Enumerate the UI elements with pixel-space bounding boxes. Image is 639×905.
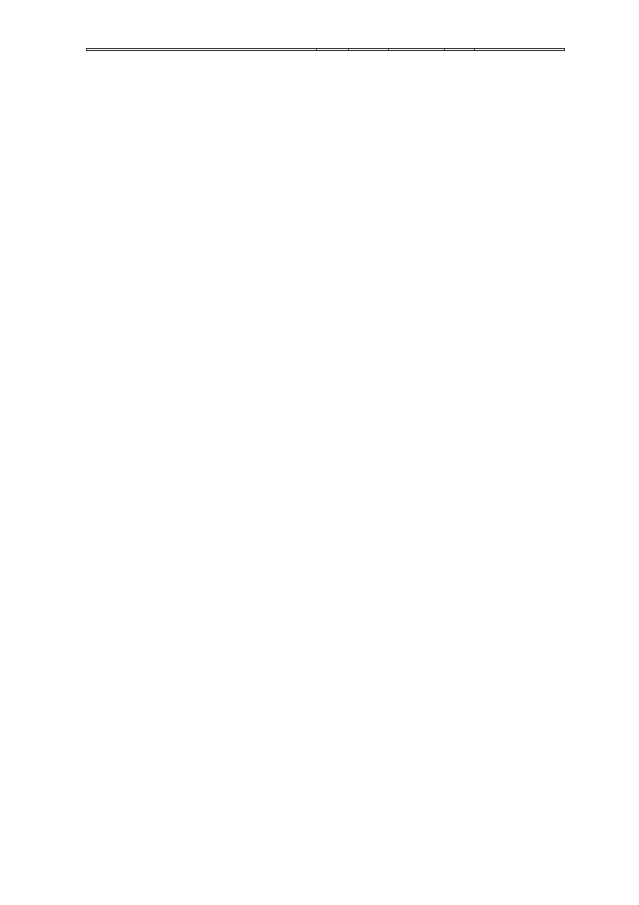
col-header-type xyxy=(445,49,475,51)
col-header-grbs xyxy=(317,49,349,51)
col-header-section xyxy=(349,49,389,51)
col-header-target xyxy=(389,49,445,51)
header-row xyxy=(87,49,565,51)
budget-table xyxy=(86,48,565,51)
col-header-name xyxy=(87,49,317,51)
col-header-amount xyxy=(475,49,565,51)
